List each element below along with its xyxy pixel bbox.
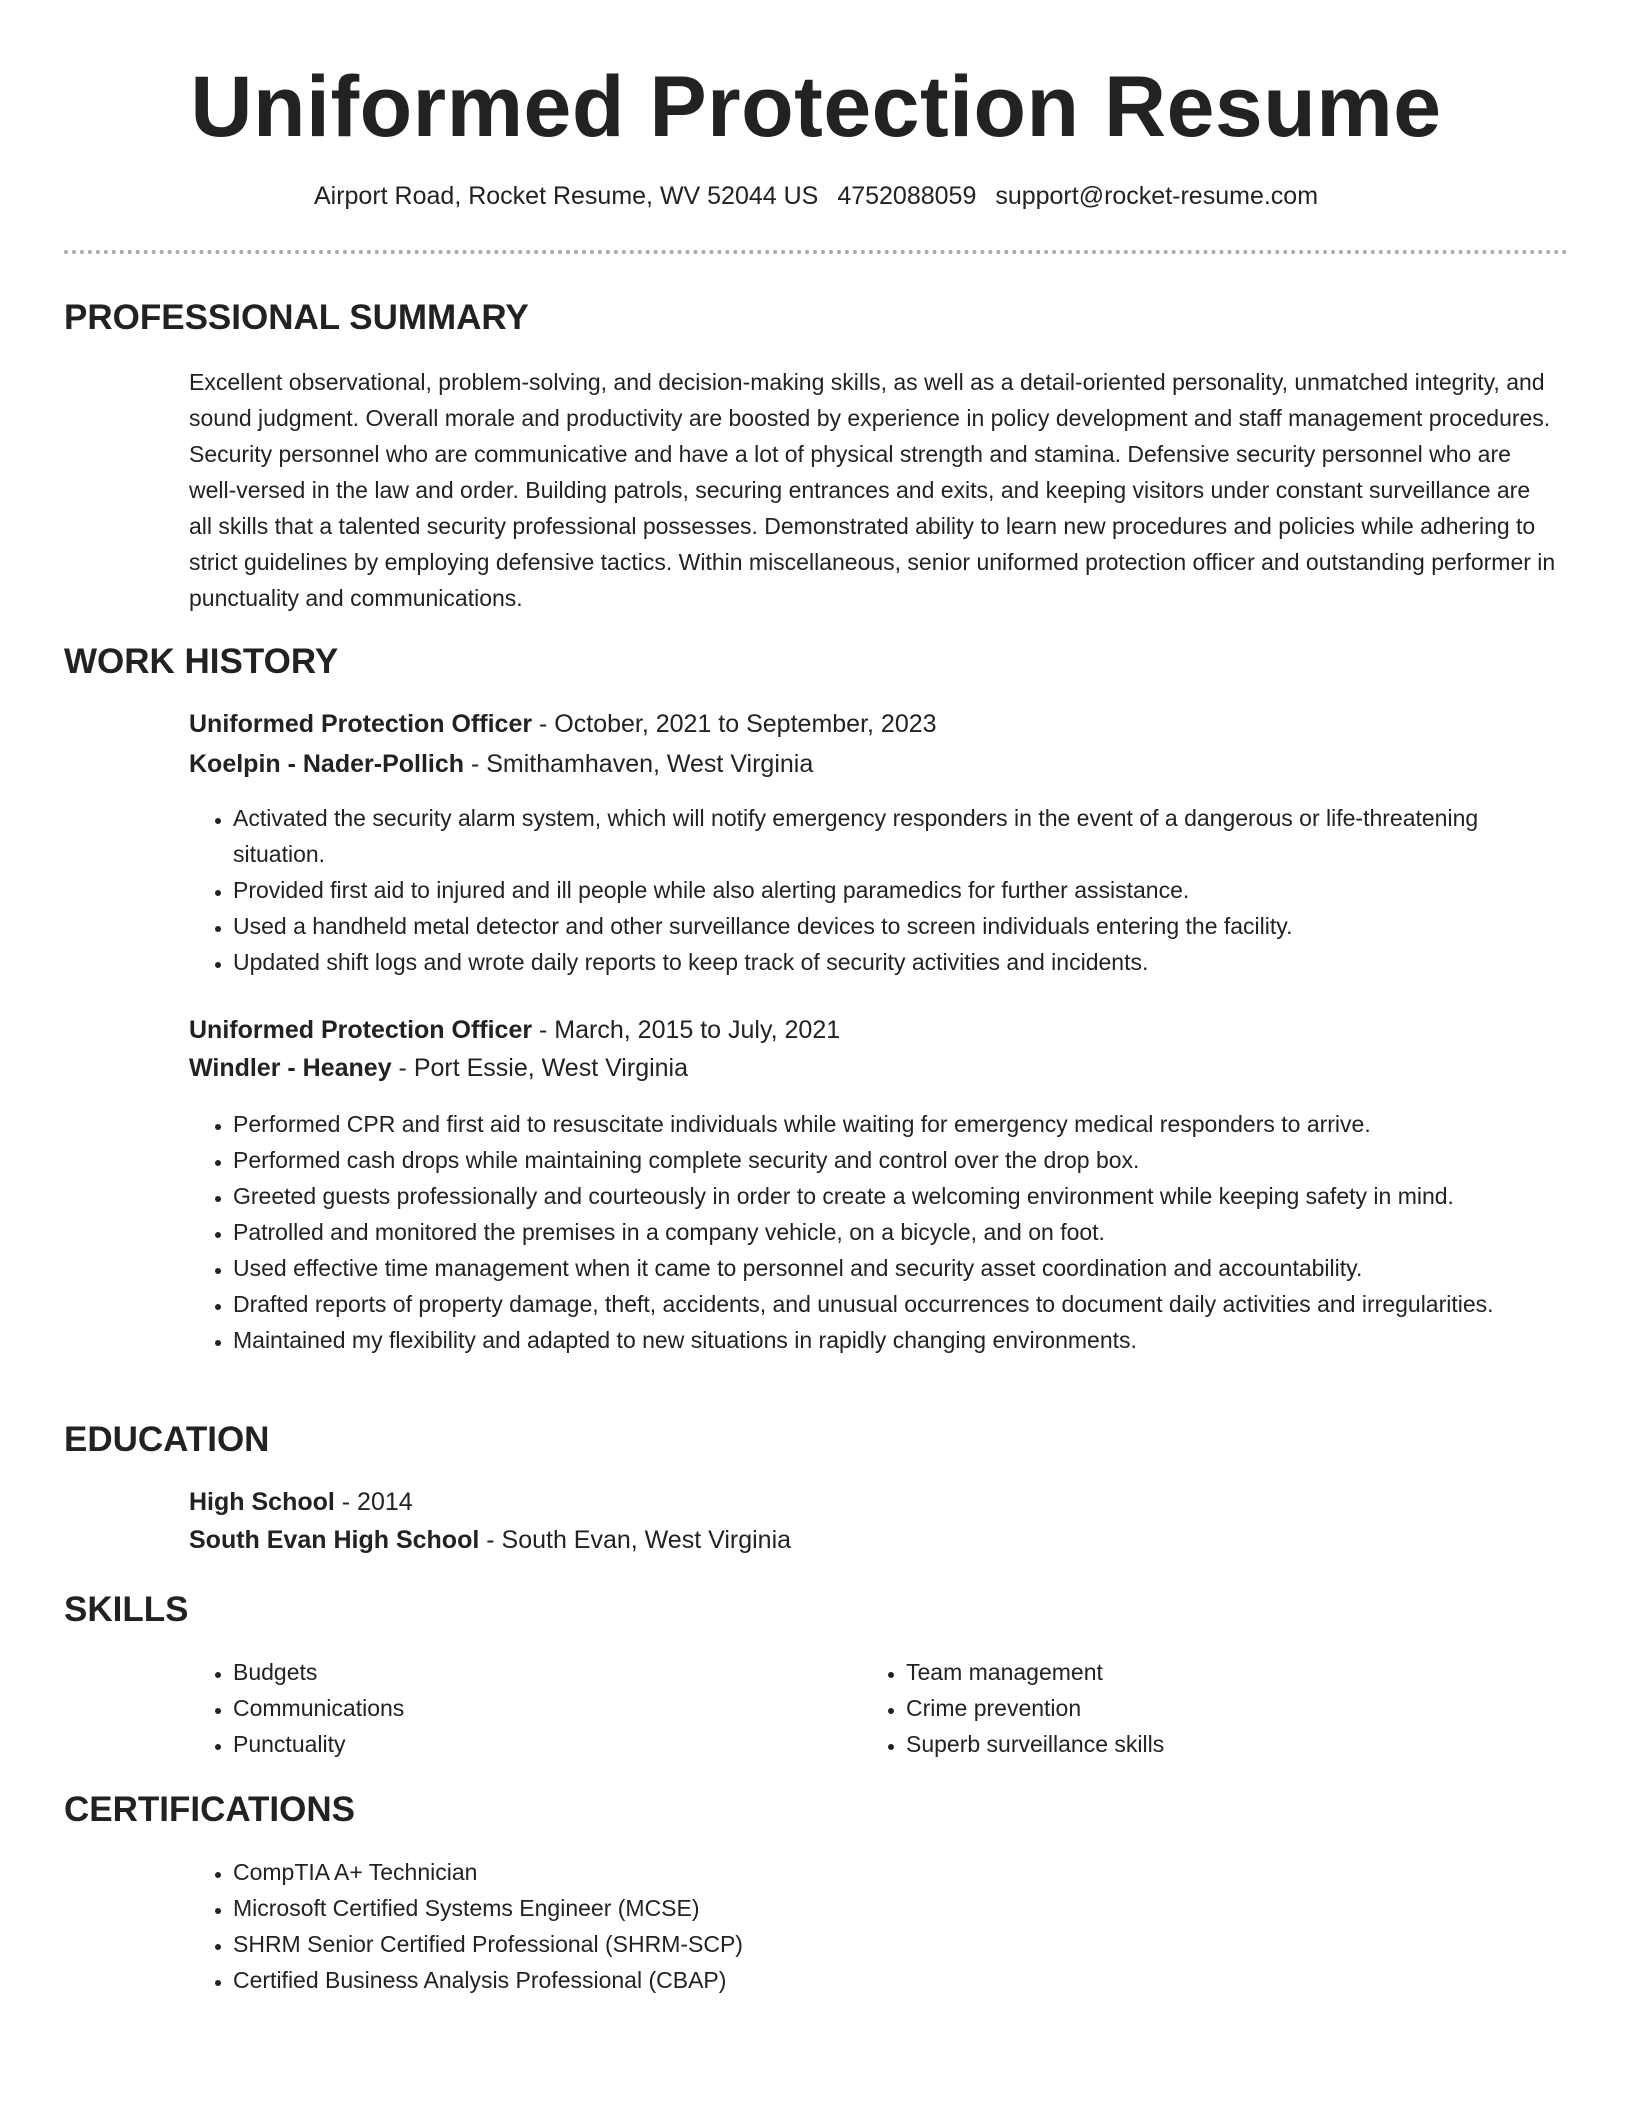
skills-heading: SKILLS <box>64 1590 189 1629</box>
summary-heading: PROFESSIONAL SUMMARY <box>64 298 529 337</box>
list-item: • Greeted guests professionally and courteously in order to create a welcoming environment while keeping safety in mind. <box>233 1178 1563 1214</box>
job-1-bullets <box>189 800 1523 980</box>
contact-phone: 4752088059 <box>837 182 977 210</box>
job-2-company: Windler - Heaney <box>189 1054 392 1082</box>
skill-item: • Crime prevention <box>906 1690 1526 1726</box>
list-item: • Activated the security alarm system, which will notify emergency responders in the event of a dangerous or life-threatening situation. <box>233 800 1523 872</box>
skill-item: • Team management <box>906 1654 1526 1690</box>
list-item: • Patrolled and monitored the premises in a company vehicle, on a bicycle, and on foot. <box>233 1214 1563 1250</box>
summary-text: Excellent observational, problem-solving, and decision-making skills, as well as a detail-oriented personality, unmatched integrity, and sound judgment. Overall morale and productivity are boosted by experience in policy development and staff management procedures. Security personnel who are communicative and have a lot of physical strength and stamina. Defensive security personnel who are well-versed in the law and order. Building patrols, securing entrances and exits, and keeping visitors under constant surveillance are all skills that a talented security professional possesses. Demonstrated ability to learn new procedures and policies while adhering to strict guidelines by employing defensive tactics. Within miscellaneous, senior uniformed protection officer and outstanding performer in punctuality and communications. <box>189 369 1556 611</box>
contact-line <box>0 178 1632 214</box>
job-1-company: Koelpin - Nader-Pollich <box>189 750 465 778</box>
skills-left-column <box>189 1654 853 1762</box>
list-item: • Maintained my flexibility and adapted to new situations in rapidly changing environments. <box>233 1322 1563 1358</box>
job-2-title: Uniformed Protection Officer <box>189 1016 533 1044</box>
certification-item: • SHRM Senior Certified Professional (SHRM-SCP) <box>233 1926 1133 1962</box>
contact-email: support@rocket-resume.com <box>995 182 1319 210</box>
list-item: • Drafted reports of property damage, theft, accidents, and unusual occurrences to document daily activities and irregularities. <box>233 1286 1563 1322</box>
header-divider <box>64 250 1568 254</box>
skill-item: • Superb surveillance skills <box>906 1726 1526 1762</box>
job-2-location: - Port Essie, West Virginia <box>391 1054 689 1082</box>
certifications-heading: CERTIFICATIONS <box>64 1790 356 1829</box>
job-1-company-line <box>189 746 813 782</box>
list-item: • Performed cash drops while maintaining complete security and control over the drop box. <box>233 1142 1563 1178</box>
education-school: South Evan High School <box>189 1526 480 1554</box>
certifications-list <box>189 1854 1133 1998</box>
list-item: • Provided first aid to injured and ill people while also alerting paramedics for further assistance. <box>233 872 1523 908</box>
certification-item: • Certified Business Analysis Professional (CBAP) <box>233 1962 1133 1998</box>
work-history-heading: WORK HISTORY <box>64 642 339 681</box>
list-item: • Updated shift logs and wrote daily reports to keep track of security activities and incidents. <box>233 944 1523 980</box>
skill-item: • Communications <box>233 1690 853 1726</box>
skills-right-column <box>862 1654 1526 1762</box>
list-item: • Used a handheld metal detector and other surveillance devices to screen individuals entering the facility. <box>233 908 1523 944</box>
certification-item: • Microsoft Certified Systems Engineer (MCSE) <box>233 1890 1133 1926</box>
resume-title: Uniformed Protection Resume <box>190 59 1442 155</box>
education-degree-line <box>189 1484 413 1520</box>
list-item: • Performed CPR and first aid to resuscitate individuals while waiting for emergency medical responders to arrive. <box>233 1106 1563 1142</box>
education-heading: EDUCATION <box>64 1420 270 1459</box>
contact-address: Airport Road, Rocket Resume, WV 52044 US <box>313 182 819 210</box>
list-item: • Used effective time management when it came to personnel and security asset coordination and accountability. <box>233 1250 1563 1286</box>
skill-item: • Punctuality <box>233 1726 853 1762</box>
job-1-title: Uniformed Protection Officer <box>189 710 533 738</box>
job-1-title-line <box>189 706 937 742</box>
education-school-line <box>189 1522 791 1558</box>
job-2-title-line <box>189 1012 840 1048</box>
job-2-company-line <box>189 1050 688 1086</box>
job-2-bullets <box>189 1106 1563 1358</box>
education-year: - 2014 <box>334 1488 413 1516</box>
job-2-dates: - March, 2015 to July, 2021 <box>532 1016 841 1044</box>
education-location: - South Evan, West Virginia <box>479 1526 792 1554</box>
education-degree: High School <box>189 1488 335 1516</box>
skill-item: • Budgets <box>233 1654 853 1690</box>
job-1-dates: - October, 2021 to September, 2023 <box>532 710 937 738</box>
job-1-location: - Smithamhaven, West Virginia <box>464 750 814 778</box>
certification-item: • CompTIA A+ Technician <box>233 1854 1133 1890</box>
